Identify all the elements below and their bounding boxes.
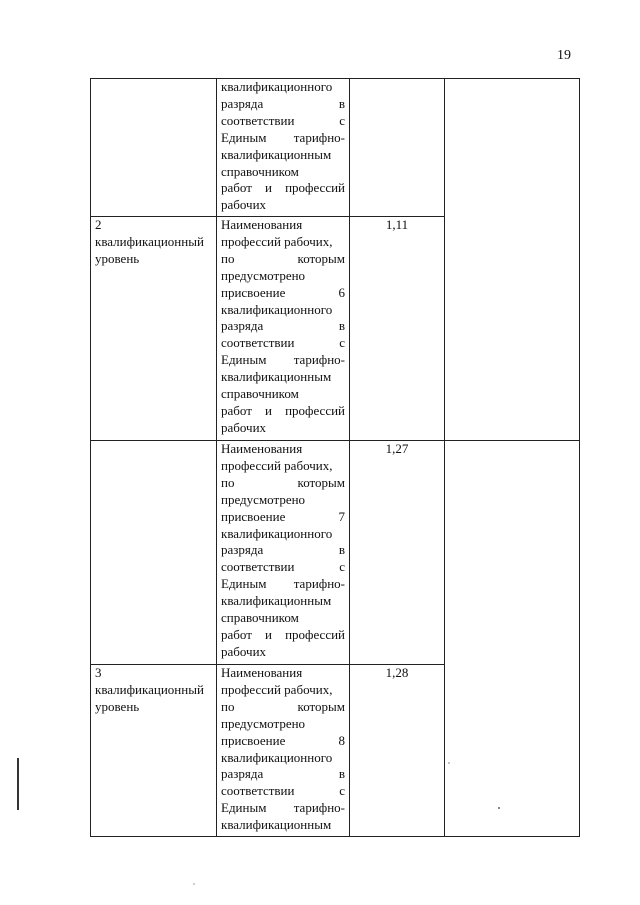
coefficient-cell: 1,11 xyxy=(350,217,445,441)
description-line: справочником xyxy=(221,386,299,402)
profession-description-cell xyxy=(217,217,350,441)
description-line: рабочих xyxy=(221,197,267,213)
description-line: работ и профессий xyxy=(221,402,345,418)
description-line: соответствии с xyxy=(221,559,345,575)
description-line: Единым тарифно- xyxy=(221,800,345,816)
qualification-level-cell: 2 квалификационный уровень xyxy=(91,217,217,441)
description-line: работ и профессий xyxy=(221,180,345,196)
table-row xyxy=(91,79,580,217)
empty-cell xyxy=(445,441,580,837)
description-line: разряда в xyxy=(221,542,345,558)
description-line: профессий рабочих, xyxy=(221,681,333,697)
description-line: рабочих xyxy=(221,643,267,659)
description-line: рабочих xyxy=(221,419,267,435)
description-line: предусмотрено xyxy=(221,267,306,283)
scan-speck xyxy=(193,883,195,885)
coefficient-cell: 1,28 xyxy=(350,665,445,837)
description-line: справочником xyxy=(221,610,299,626)
profession-description-cell xyxy=(217,79,350,217)
qualification-table xyxy=(90,78,580,837)
description-line: присвоение 8 xyxy=(221,732,345,748)
description-line: Наименования xyxy=(221,441,303,456)
description-line: по которым xyxy=(221,250,345,266)
profession-description-cell xyxy=(217,665,350,837)
description-line: по которым xyxy=(221,698,345,714)
qualification-level-cell: 3 квалификационный уровень xyxy=(91,665,217,837)
description-line: квалификационным xyxy=(221,369,332,385)
description-line: квалификационным xyxy=(221,146,332,162)
description-line: предусмотрено xyxy=(221,715,306,731)
description-line: Единым тарифно- xyxy=(221,129,345,145)
description-line: присвоение 6 xyxy=(221,284,345,300)
description-line: разряда в xyxy=(221,766,345,782)
description-line: предусмотрено xyxy=(221,491,306,507)
description-line: профессий рабочих, xyxy=(221,233,333,249)
description-line: разряда в xyxy=(221,318,345,334)
description-line: Наименования xyxy=(221,217,303,232)
qualification-level-cell xyxy=(91,79,217,217)
description-line: квалификационным xyxy=(221,817,332,833)
description-line: квалификационного xyxy=(221,79,333,94)
coefficient-cell: 1,27 xyxy=(350,441,445,665)
description-line: квалификационным xyxy=(221,593,332,609)
description-line: разряда в xyxy=(221,95,345,111)
description-line: по которым xyxy=(221,474,345,490)
profession-description-cell xyxy=(217,441,350,665)
description-line: квалификационного xyxy=(221,525,333,541)
description-line: соответствии с xyxy=(221,335,345,351)
page-number: 19 xyxy=(557,48,571,63)
scan-speck xyxy=(448,762,450,764)
table-row xyxy=(91,441,580,665)
description-line: присвоение 7 xyxy=(221,508,345,524)
description-line: Единым тарифно- xyxy=(221,352,345,368)
qualification-level-cell xyxy=(91,441,217,665)
scan-margin-mark xyxy=(17,758,19,810)
description-line: Наименования xyxy=(221,665,303,680)
description-line: соответствии с xyxy=(221,112,345,128)
description-line: квалификационного xyxy=(221,749,333,765)
empty-cell xyxy=(445,79,580,441)
scan-speck xyxy=(498,807,500,809)
coefficient-cell xyxy=(350,79,445,217)
description-line: работ и профессий xyxy=(221,626,345,642)
description-line: профессий рабочих, xyxy=(221,457,333,473)
description-line: справочником xyxy=(221,163,299,179)
description-line: Единым тарифно- xyxy=(221,576,345,592)
description-line: соответствии с xyxy=(221,783,345,799)
description-line: квалификационного xyxy=(221,301,333,317)
